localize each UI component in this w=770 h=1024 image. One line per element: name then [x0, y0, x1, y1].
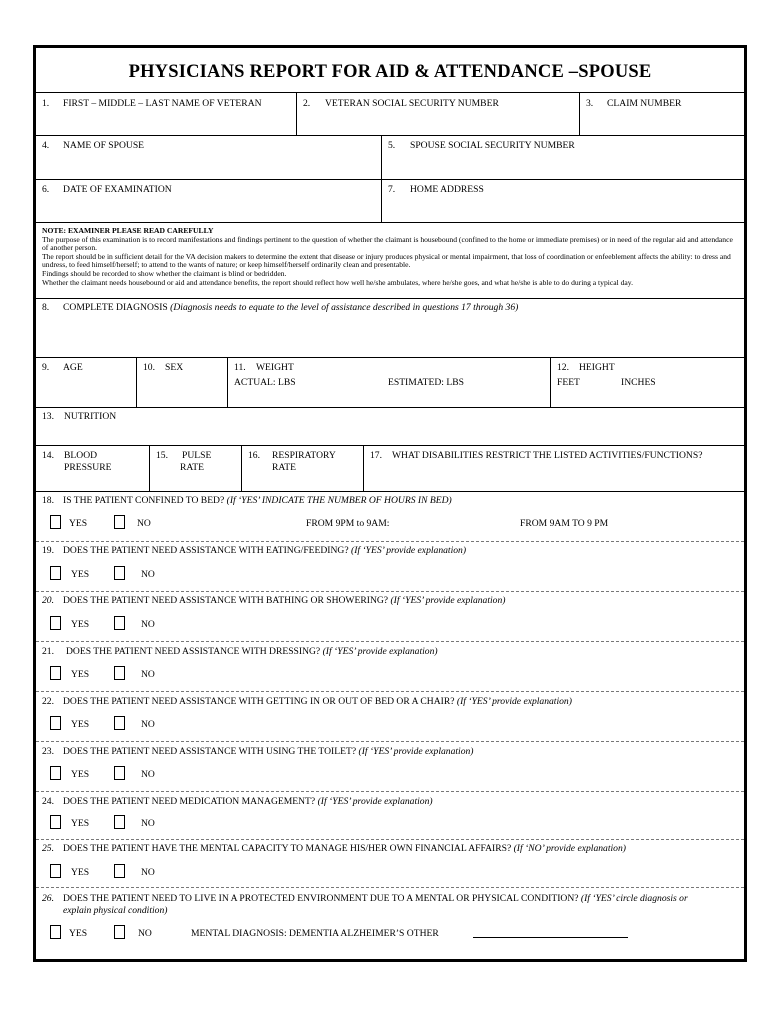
question-label: DOES THE PATIENT HAVE THE MENTAL CAPACITY TO MANAGE HIS/HER OWN FINANCIAL AFFAIRS?	[63, 843, 512, 854]
title-row	[36, 48, 744, 93]
question-19	[36, 542, 744, 592]
question-number: 21.	[42, 646, 54, 657]
question-label: DOES THE PATIENT NEED ASSISTANCE WITH EATING/FEEDING?	[63, 545, 349, 556]
yes-label: YES	[69, 518, 88, 529]
question-hint-line2: explain physical condition)	[63, 905, 168, 916]
question-hint: (If ‘YES’ provide explanation)	[351, 545, 467, 556]
field-label: BLOOD	[64, 450, 98, 461]
field-age[interactable]	[36, 358, 136, 407]
question-number: 22.	[42, 696, 54, 707]
question-number: 20.	[42, 595, 54, 606]
note-line: The purpose of this examination is to record manifestations and findings pertinent to the question of whether the claimant is housebound (confined to the home or immediate premises) or in need of the regular aid and attendance of another person.	[42, 234, 733, 253]
field-veteran-name[interactable]	[36, 93, 296, 135]
hours-day-label: FROM 9AM TO 9 PM	[520, 518, 609, 529]
no-label: NO	[141, 818, 155, 829]
field-label: HOME ADDRESS	[410, 184, 484, 195]
question-24	[36, 792, 744, 840]
field-label: SPOUSE SOCIAL SECURITY NUMBER	[410, 140, 575, 151]
field-pulse-rate[interactable]	[149, 446, 241, 491]
question-text-group	[63, 696, 572, 708]
row-vitals	[36, 358, 744, 408]
question-label: DOES THE PATIENT NEED ASSISTANCE WITH BATHING OR SHOWERING?	[63, 595, 389, 606]
field-label: NUTRITION	[64, 411, 117, 422]
field-number: 9.	[42, 362, 50, 373]
field-label: VETERAN SOCIAL SECURITY NUMBER	[325, 98, 499, 109]
yes-label: YES	[69, 928, 88, 939]
question-hint: (If ‘YES’ circle diagnosis or	[580, 893, 688, 904]
other-diagnosis-line[interactable]	[473, 928, 628, 942]
question-22	[36, 692, 744, 742]
question-text-group	[63, 843, 626, 855]
examiner-note	[36, 223, 744, 299]
field-label: WEIGHT	[256, 362, 294, 373]
field-label: CLAIM NUMBER	[607, 98, 682, 109]
no-checkbox[interactable]	[114, 566, 125, 580]
field-claim-number[interactable]	[579, 93, 744, 135]
field-complete-diagnosis[interactable]	[36, 299, 744, 358]
yes-label: YES	[71, 769, 90, 780]
field-number: 5.	[388, 140, 396, 151]
form-title: PHYSICIANS REPORT FOR AID & ATTENDANCE –SPOUSE	[128, 62, 652, 82]
field-label: HEIGHT	[579, 362, 615, 373]
no-checkbox[interactable]	[114, 864, 125, 878]
field-number: 13.	[42, 411, 54, 422]
question-hint: (If ‘YES’ provide explanation)	[322, 646, 438, 657]
question-label: IS THE PATIENT CONFINED TO BED?	[63, 495, 225, 506]
row-exam-info	[36, 180, 744, 223]
question-label: DOES THE PATIENT NEED ASSISTANCE WITH USING THE TOILET?	[63, 746, 357, 757]
note-line: Findings should be recorded to show whether the claimant is blind or bedridden.	[42, 268, 287, 278]
field-number: 10.	[143, 362, 155, 373]
question-label: DOES THE PATIENT NEED MEDICATION MANAGEMENT?	[63, 796, 316, 807]
yes-label: YES	[71, 669, 90, 680]
field-label: WHAT DISABILITIES RESTRICT THE LISTED ACTIVITIES/FUNCTIONS?	[392, 450, 703, 461]
no-label: NO	[141, 719, 155, 730]
yes-checkbox[interactable]	[50, 925, 61, 939]
question-18	[36, 492, 744, 542]
field-disabilities[interactable]	[363, 446, 744, 491]
field-respiratory-rate[interactable]	[241, 446, 363, 491]
no-checkbox[interactable]	[114, 815, 125, 829]
height-inches-label: INCHES	[621, 377, 656, 388]
field-number: 8.	[42, 302, 50, 313]
question-hint: (If ‘YES’ provide explanation)	[456, 696, 572, 707]
yes-checkbox[interactable]	[50, 815, 61, 829]
field-number: 17.	[370, 450, 382, 461]
field-height[interactable]	[550, 358, 744, 407]
field-spouse-ssn[interactable]	[381, 136, 744, 179]
field-sex[interactable]	[136, 358, 227, 407]
question-hint: (If ‘NO’ provide explanation)	[513, 843, 626, 854]
question-label: DOES THE PATIENT NEED TO LIVE IN A PROTECTED ENVIRONMENT DUE TO A MENTAL OR PHYSICAL CONDITION?	[63, 893, 579, 904]
row-veteran-info	[36, 93, 744, 136]
no-checkbox[interactable]	[114, 716, 125, 730]
no-label: NO	[137, 518, 151, 529]
question-number: 23.	[42, 746, 54, 757]
question-hint: (If ‘YES’ provide explanation)	[317, 796, 433, 807]
question-text-group	[63, 796, 433, 808]
no-label: NO	[141, 669, 155, 680]
physicians-report-form	[33, 45, 747, 962]
question-hint: (If ‘YES’ provide explanation)	[390, 595, 506, 606]
no-label: NO	[141, 619, 155, 630]
question-hint: (If ‘YES’ INDICATE THE NUMBER OF HOURS IN BED)	[226, 495, 452, 506]
yes-checkbox[interactable]	[50, 666, 61, 680]
note-line: Whether the claimant needs housebound or aid and attendance benefits, the report should reflect how well he/she ambulates, where he/she goes, and what he/she is able to do during a typical day.	[42, 277, 633, 287]
no-checkbox[interactable]	[114, 515, 125, 529]
field-weight[interactable]	[227, 358, 550, 407]
field-number: 12.	[557, 362, 569, 373]
field-number: 1.	[42, 98, 50, 109]
field-veteran-ssn[interactable]	[296, 93, 579, 135]
question-number: 26.	[42, 893, 54, 904]
field-number: 2.	[303, 98, 311, 109]
yes-checkbox[interactable]	[50, 766, 61, 780]
question-26	[36, 888, 744, 962]
field-label-line2: PRESSURE	[64, 462, 112, 473]
field-spouse-name[interactable]	[36, 136, 381, 179]
no-checkbox[interactable]	[114, 666, 125, 680]
question-number: 24.	[42, 796, 54, 807]
question-20	[36, 592, 744, 642]
field-label: PULSE	[182, 450, 212, 461]
field-label-line2: RATE	[180, 462, 204, 473]
field-nutrition[interactable]	[36, 408, 744, 446]
question-text-group	[63, 495, 452, 507]
question-label: DOES THE PATIENT NEED ASSISTANCE WITH GETTING IN OR OUT OF BED OR A CHAIR?	[63, 696, 455, 707]
question-number: 25.	[42, 843, 54, 854]
question-text-group	[63, 893, 688, 905]
yes-label: YES	[71, 818, 90, 829]
yes-label: YES	[71, 719, 90, 730]
field-home-address[interactable]	[381, 180, 744, 222]
no-checkbox[interactable]	[114, 925, 125, 939]
note-line: The report should be in sufficient detail for the VA decision makers to determine the extent that disease or injury produces physical or mental impairment, that loss of coordination or enfeeblement affects the ability: to dress and undress, to feed himself/herself; to attend to the wants of nature; or keep himself/herself ordinarily clean and presentable.	[42, 251, 731, 270]
field-label: RESPIRATORY	[272, 450, 336, 461]
weight-estimated-label: ESTIMATED: LBS	[388, 377, 464, 388]
question-label: DOES THE PATIENT NEED ASSISTANCE WITH DRESSING?	[66, 646, 321, 657]
height-feet-label: FEET	[557, 377, 580, 388]
no-label: NO	[141, 769, 155, 780]
question-text-group	[63, 595, 505, 607]
note-heading: NOTE: EXAMINER PLEASE READ CAREFULLY	[42, 226, 214, 235]
field-number: 7.	[388, 184, 396, 195]
mental-diagnosis-options[interactable]: MENTAL DIAGNOSIS: DEMENTIA ALZHEIMER’S OTHER	[191, 928, 439, 939]
question-number: 19.	[42, 545, 54, 556]
diagnosis-label-group	[63, 302, 518, 314]
note-text	[42, 227, 738, 287]
no-label: NO	[141, 867, 155, 878]
yes-checkbox[interactable]	[50, 566, 61, 580]
weight-actual-label: ACTUAL: LBS	[234, 377, 296, 388]
question-25	[36, 840, 744, 888]
field-label: AGE	[63, 362, 83, 373]
question-text-group	[63, 545, 466, 557]
field-label: FIRST – MIDDLE – LAST NAME OF VETERAN	[63, 98, 262, 109]
yes-checkbox[interactable]	[50, 616, 61, 630]
field-number: 15.	[156, 450, 168, 461]
field-number: 16.	[248, 450, 260, 461]
question-text-group	[63, 746, 474, 758]
yes-checkbox[interactable]	[50, 515, 61, 529]
no-label: NO	[141, 569, 155, 580]
field-label: DATE OF EXAMINATION	[63, 184, 172, 195]
question-number: 18.	[42, 495, 54, 506]
question-21	[36, 642, 744, 692]
yes-label: YES	[71, 569, 90, 580]
field-hint: (Diagnosis needs to equate to the level of assistance described in questions 17 through 36)	[170, 302, 519, 313]
hours-night-label: FROM 9PM to 9AM:	[306, 518, 390, 529]
row-vital-signs	[36, 446, 744, 492]
row-spouse-info	[36, 136, 744, 180]
field-number: 11.	[234, 362, 246, 373]
field-label: COMPLETE DIAGNOSIS	[63, 302, 168, 313]
question-23	[36, 742, 744, 792]
field-number: 4.	[42, 140, 50, 151]
field-label: NAME OF SPOUSE	[63, 140, 145, 151]
field-label-line2: RATE	[272, 462, 296, 473]
no-checkbox[interactable]	[114, 616, 125, 630]
field-blood-pressure[interactable]	[36, 446, 149, 491]
no-checkbox[interactable]	[114, 766, 125, 780]
field-number: 3.	[586, 98, 594, 109]
question-hint: (If ‘YES’ provide explanation)	[358, 746, 474, 757]
no-label: NO	[138, 928, 152, 939]
field-label: SEX	[165, 362, 184, 373]
yes-label: YES	[71, 867, 90, 878]
field-exam-date[interactable]	[36, 180, 381, 222]
yes-checkbox[interactable]	[50, 716, 61, 730]
field-number: 6.	[42, 184, 50, 195]
yes-label: YES	[71, 619, 90, 630]
yes-checkbox[interactable]	[50, 864, 61, 878]
field-number: 14.	[42, 450, 54, 461]
question-text-group	[66, 646, 438, 658]
